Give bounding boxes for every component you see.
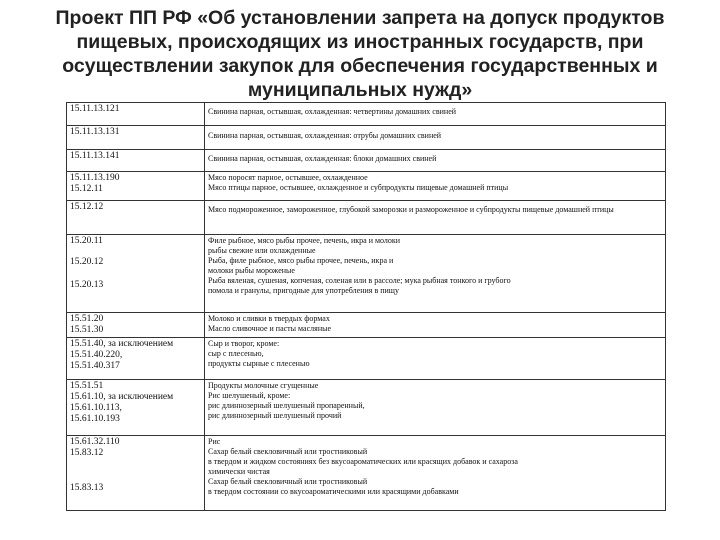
product-description: сыр с плесенью, [208,349,264,358]
product-description: Рыба вяленая, сушеная, копченая, соленая или в рассоле; мука рыбная тонкого и грубого [208,276,511,285]
okpd-code: 15.11.13.131 [70,127,120,137]
title-line: осуществлении закупок для обеспечения государственных и [62,55,658,77]
okpd-code: 15.20.13 [70,280,104,290]
okpd-code-cell [67,150,205,172]
okpd-code: 15.83.13 [70,483,104,493]
product-description: Мясо поросят парное, остывшее, охлажденное [208,173,368,182]
product-description: Рис [208,437,221,446]
okpd-code: 15.61.32.110 [70,437,120,447]
okpd-code: 15.61.10.113, [70,403,122,413]
product-description: помола и гранулы, пригодные для употребления в пищу [208,286,399,295]
product-description: Рыба, филе рыбное, мясо рыбы прочее, печень, икра и [208,256,394,265]
product-description: Свинина парная, остывшая, охлажденная: блоки домашних свиней [208,154,437,163]
product-description-cell [205,126,666,150]
okpd-code: 15.61.10, за исключением [70,392,174,402]
okpd-code-cell [67,103,205,126]
page-title [20,6,700,102]
table-row [67,235,666,313]
table-row [67,150,666,172]
okpd-code: 15.12.11 [70,184,103,194]
title-line: Проект ПП РФ «Об установлении запрета на допуск продуктов [55,7,665,29]
product-description: Продукты молочные сгущенные [208,381,319,390]
product-description: Сахар белый свекловичный или тростниковый [208,477,368,486]
product-description: Свинина парная, остывшая, охлажденная: отрубы домашних свиней [208,131,442,140]
product-description: Масло сливочное и пасты масляные [208,324,332,333]
product-description: рис длиннозерный шелушеный пропаренный, [208,401,365,410]
table-row [67,126,666,150]
table-row [67,201,666,235]
product-description-cell [205,172,666,201]
okpd-code-cell [67,436,205,511]
table-row [67,313,666,338]
product-description-cell [205,201,666,235]
product-description-cell [205,150,666,172]
product-description: в твердом и жидком состояниях без вкусоароматических или красящих добавок и сахароза [208,457,518,466]
okpd-code-cell [67,126,205,150]
table-row [67,103,666,126]
product-description: рис длиннозерный шелушеный прочий [208,411,342,420]
okpd-code: 15.11.13.190 [70,173,120,183]
okpd-code: 15.51.40.317 [70,361,120,371]
okpd-code: 15.20.11 [70,236,103,246]
title-line: пищевых, происходящих из иностранных государств, при [76,31,644,53]
product-description: молоки рыбы мороженые [208,266,295,275]
product-description: Мясо птицы парное, остывшее, охлажденное и субпродукты пищевые домашней птицы [208,183,509,192]
okpd-code: 15.20.12 [70,257,104,267]
title-line: муниципальных нужд» [247,79,473,101]
okpd-code: 15.51.40.220, [70,350,123,360]
product-description: Мясо подмороженное, замороженное, глубокой заморозки и размороженное и субпродукты пищевые домашней птицы [208,205,614,214]
products-table [66,102,666,511]
okpd-code-cell [67,172,205,201]
product-description: продукты сырные с плесенью [208,359,310,368]
okpd-code: 15.12.12 [70,202,104,212]
okpd-code: 15.61.10.193 [70,414,120,424]
product-description: Молоко и сливки в твердых формах [208,314,330,323]
okpd-code-cell [67,235,205,313]
product-description-cell [205,313,666,338]
okpd-code-cell [67,201,205,235]
product-description-cell [205,380,666,436]
table-row [67,380,666,436]
okpd-code: 15.51.40, за исключением [70,339,174,349]
product-description: Рис шелушеный, кроме: [208,391,291,400]
product-description-cell [205,338,666,380]
product-description: химически чистая [208,467,270,476]
okpd-code: 15.11.13.121 [70,104,120,114]
okpd-code-cell [67,380,205,436]
table-row [67,172,666,201]
okpd-code: 15.83.12 [70,448,104,458]
product-description: Сахар белый свекловичный или тростниковый [208,447,368,456]
okpd-code: 15.51.20 [70,314,104,324]
table-row [67,436,666,511]
product-description: Сыр и творог, кроме: [208,339,280,348]
product-description: Филе рыбное, мясо рыбы прочее, печень, икра и молоки [208,236,401,245]
okpd-code-cell [67,313,205,338]
product-description-cell [205,235,666,313]
product-description-cell [205,103,666,126]
okpd-code: 15.11.13.141 [70,151,120,161]
okpd-code-cell [67,338,205,380]
product-description: рыбы свежие или охлажденные [208,246,316,255]
product-description-cell [205,436,666,511]
product-description: Свинина парная, остывшая, охлажденная: четвертины домашних свиней [208,107,457,116]
okpd-code: 15.51.51 [70,381,104,391]
okpd-code: 15.51.30 [70,325,104,335]
product-description: в твердом состоянии со вкусоароматическими или красящими добавками [208,487,459,496]
table-row [67,338,666,380]
